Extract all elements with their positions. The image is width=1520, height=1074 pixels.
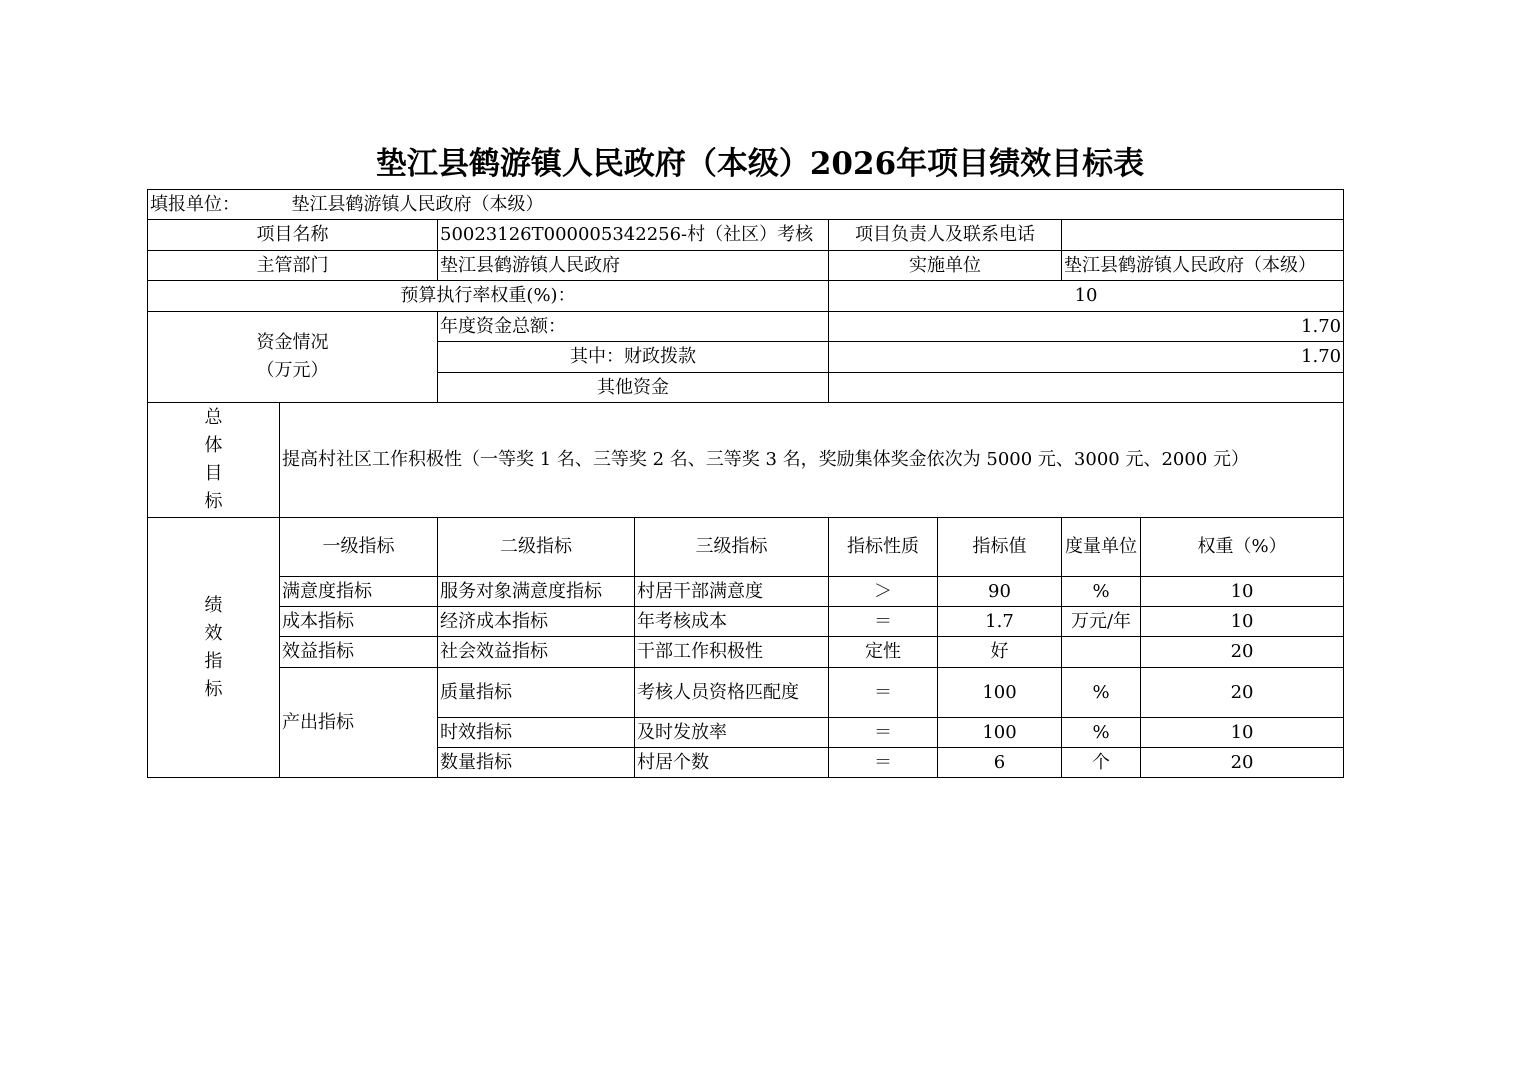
cell-value: 1.7 [938, 607, 1062, 637]
cell-unit: % [1062, 718, 1141, 748]
overall-goal-text: 提高村社区工作积极性（一等奖 1 名、三等奖 2 名、三等奖 3 名，奖励集体奖金依次为 5000 元、3000 元、2000 元） [280, 403, 1344, 518]
cell-weight: 10 [1141, 718, 1344, 748]
cell-unit: 个 [1062, 748, 1141, 778]
fill-unit-label: 填报单位： [150, 193, 240, 215]
header-level2: 二级指标 [438, 518, 635, 577]
annual-funds-label: 年度资金总额： [438, 312, 829, 342]
header-weight: 权重（%） [1141, 518, 1344, 577]
cell-nature: ＝ [829, 748, 938, 778]
impl-unit-label: 实施单位 [829, 251, 1062, 281]
cell-value: 6 [938, 748, 1062, 778]
cell-l3: 村居个数 [635, 748, 829, 778]
table-row [148, 668, 1344, 718]
cell-value: 100 [938, 668, 1062, 718]
other-funds-value [829, 373, 1344, 403]
cell-nature: ＝ [829, 668, 938, 718]
page-title: 垫江县鹤游镇人民政府（本级）2026年项目绩效目标表 [375, 146, 1145, 182]
fill-unit-row [148, 190, 1344, 220]
fill-unit-value: 垫江县鹤游镇人民政府（本级） [291, 193, 544, 215]
performance-table [147, 189, 1344, 778]
goal-label-char: 目 [204, 463, 223, 484]
dept-value: 垫江县鹤游镇人民政府 [438, 251, 829, 281]
cell-nature: 定性 [829, 637, 938, 668]
indicators-label [148, 518, 280, 778]
impl-unit-value: 垫江县鹤游镇人民政府（本级） [1062, 251, 1344, 281]
project-leader-value [1062, 220, 1344, 251]
budget-weight-value: 10 [829, 281, 1344, 312]
cell-l1: 效益指标 [280, 637, 438, 668]
funds-label [148, 312, 438, 403]
cell-l3: 年考核成本 [635, 607, 829, 637]
cell-unit: 万元/年 [1062, 607, 1141, 637]
goal-label-char: 总 [204, 407, 223, 428]
cell-unit [1062, 637, 1141, 668]
cell-value: 90 [938, 577, 1062, 607]
cell-l2: 质量指标 [438, 668, 635, 718]
cell-weight: 10 [1141, 577, 1344, 607]
annual-funds-value: 1.70 [829, 312, 1344, 342]
cell-weight: 10 [1141, 607, 1344, 637]
funds-label-line1: 资金情况 [256, 332, 329, 353]
cell-l3: 干部工作积极性 [635, 637, 829, 668]
dept-label: 主管部门 [148, 251, 438, 281]
cell-l1: 满意度指标 [280, 577, 438, 607]
cell-l2: 社会效益指标 [438, 637, 635, 668]
header-level1: 一级指标 [280, 518, 438, 577]
cell-nature: ＝ [829, 718, 938, 748]
cell-l2: 时效指标 [438, 718, 635, 748]
cell-nature: ＞ [829, 577, 938, 607]
table-row [148, 577, 1344, 607]
header-unit: 度量单位 [1062, 518, 1141, 577]
cell-weight: 20 [1141, 748, 1344, 778]
cell-l3: 村居干部满意度 [635, 577, 829, 607]
cell-nature: ＝ [829, 607, 938, 637]
goal-label-char: 标 [204, 491, 223, 512]
cell-l1: 成本指标 [280, 607, 438, 637]
overall-goal-label [148, 403, 280, 518]
indicators-label-char: 指 [204, 650, 223, 672]
fiscal-funds-value: 1.70 [829, 342, 1344, 373]
fiscal-funds-label: 其中：财政拨款 [438, 342, 829, 373]
cell-unit: % [1062, 668, 1141, 718]
cell-l3: 考核人员资格匹配度 [635, 668, 829, 718]
cell-l2: 数量指标 [438, 748, 635, 778]
cell-l2: 服务对象满意度指标 [438, 577, 635, 607]
goal-label-char: 体 [204, 435, 223, 456]
funds-label-line2: （万元） [256, 360, 329, 381]
indicators-label-char: 标 [204, 678, 223, 700]
cell-weight: 20 [1141, 637, 1344, 668]
indicators-label-char: 绩 [204, 594, 223, 616]
project-name-label: 项目名称 [148, 220, 438, 251]
cell-l1: 产出指标 [280, 668, 438, 778]
cell-weight: 20 [1141, 668, 1344, 718]
cell-unit: % [1062, 577, 1141, 607]
project-leader-label: 项目负责人及联系电话 [829, 220, 1062, 251]
cell-l2: 经济成本指标 [438, 607, 635, 637]
header-level3: 三级指标 [635, 518, 829, 577]
budget-weight-label: 预算执行率权重(%)： [148, 281, 829, 312]
table-row [148, 607, 1344, 637]
project-name-value: 50023126T000005342256-村（社区）考核 [438, 220, 829, 251]
indicators-label-char: 效 [204, 622, 223, 644]
header-value: 指标值 [938, 518, 1062, 577]
table-row [148, 637, 1344, 668]
cell-value: 100 [938, 718, 1062, 748]
other-funds-label: 其他资金 [438, 373, 829, 403]
cell-value: 好 [938, 637, 1062, 668]
header-nature: 指标性质 [829, 518, 938, 577]
cell-l3: 及时发放率 [635, 718, 829, 748]
